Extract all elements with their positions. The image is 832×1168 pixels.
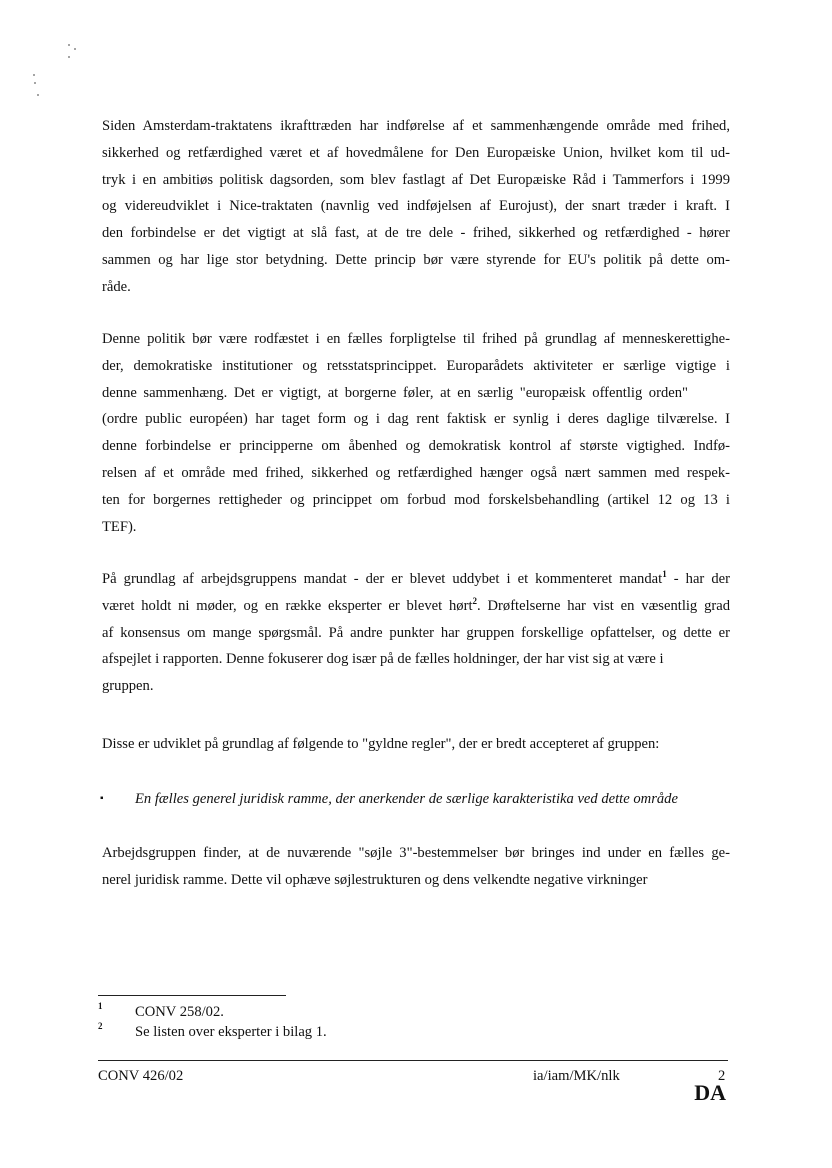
text-line: der, demokratiske institutioner og retsstatsprincippet. Europarådets aktiviteter er særlige vigtige i (102, 357, 730, 374)
text-line: tryk i en ambitiøs politisk dagsorden, som blev fastlagt af Det Europæiske Råd i Tammerfors i 1999 (102, 171, 730, 188)
text-line: Disse er udviklet på grundlag af følgende to "gyldne regler", der er bredt accepteret af gruppen: (102, 736, 660, 752)
footnote-number: 1 (98, 1001, 103, 1011)
scan-speck (68, 44, 70, 46)
text-line: Siden Amsterdam-traktatens ikrafttræden har indførelse af et sammenhængende område med frihed, (102, 118, 730, 134)
text-line: Arbejdsgruppen finder, at de nuværende "søjle 3"-bestemmelser bør bringes ind under en fælles ge- (102, 845, 730, 861)
scan-speck (68, 56, 70, 58)
scan-speck (37, 94, 39, 96)
paragraph-intro (102, 113, 730, 301)
scan-speck (74, 48, 76, 50)
scan-speck (34, 82, 36, 84)
text-line: sikkerhed og retfærdighed været et af hovedmålene for Den Europæiske Union, hvilket kom til ud- (102, 144, 730, 161)
footnote-ref[interactable]: 1 (662, 569, 667, 579)
text-line: Denne politik bør være rodfæstet i en fælles forpligtelse til frihed på grundlag af menneskerettighe- (102, 331, 730, 347)
footnote-text: Se listen over eksperter i bilag 1. (135, 1024, 327, 1040)
text-line: ten for borgernes rettigheder og princippet om forbud mod forskelsbehandling (artikel 12 og 13 i (102, 491, 730, 508)
paragraph-fundamental-rights (102, 326, 730, 540)
text-line: råde. (102, 278, 131, 295)
language-code: DA (694, 1080, 726, 1105)
page-number: 2 (718, 1068, 726, 1084)
text-line: nerel juridisk ramme. Dette vil ophæve søjlestrukturen og dens velkendte negative virkninger (102, 871, 648, 888)
text-line (102, 593, 730, 620)
scan-speck (33, 74, 35, 76)
text-line: gruppen. (102, 678, 154, 695)
footer-separator (98, 1060, 728, 1061)
paragraph-golden-rules (102, 731, 730, 758)
text-line: den forbindelse er det vigtigt at slå fast, at de tre dele - frihed, sikkerhed og retfærdighed - hører (102, 225, 730, 242)
text-line: sammen og har lige stor betydning. Dette princip bør være styrende for EU's politik på dette om- (102, 251, 730, 268)
footnote-number: 2 (98, 1021, 103, 1031)
text-line: denne forbindelse er principperne om åbenhed og demokratisk kontrol af største vigtighed. Indfø- (102, 438, 730, 455)
text-line: af konsensus om mange spørgsmål. På andre punkter har gruppen forskellige opfattelser, og dette er (102, 624, 730, 641)
footer-doc-ref: CONV 426/02 (98, 1068, 184, 1084)
paragraph-pillar-three (102, 840, 730, 894)
text-line: afspejlet i rapporten. Denne fokuserer dog især på de fælles holdninger, der har vist sig at være i (102, 651, 664, 668)
text-line: denne sammenhæng. Det er vigtigt, at borgerne føler, at en særlig "europæisk offentlig orden" (102, 384, 688, 401)
text-line: TEF). (102, 518, 137, 535)
footnote-ref[interactable]: 2 (472, 595, 478, 606)
footnote-separator (98, 995, 286, 996)
footer-initials: ia/iam/MK/nlk (533, 1068, 620, 1084)
text-run: - har der (666, 571, 730, 587)
text-run: været holdt ni møder, og en række eksperter er blevet hørt (102, 597, 473, 614)
paragraph-mandate (102, 566, 730, 700)
footnote-text: CONV 258/02. (135, 1004, 224, 1020)
bullet-text: En fælles generel juridisk ramme, der anerkender de særlige karakteristika ved dette område (135, 791, 678, 807)
text-line (102, 566, 730, 593)
text-line: og videreudviklet i Nice-traktaten (navnlig ved indføjelsen af Eurojust), der snart træder i kraft. I (102, 198, 730, 215)
text-line: relsen af et område med frihed, sikkerhed og retfærdighed hænger også nært sammen med respek- (102, 464, 730, 481)
text-line: (ordre public européen) har taget form og i dag rent faktisk er synlig i deres daglige tilværelse. I (102, 411, 730, 428)
bullet-square-icon: ▪ (100, 793, 104, 804)
text-run: På grundlag af arbejdsgruppens mandat - der er blevet uddybet i et kommenteret mandat (102, 571, 663, 587)
text-run: . Drøftelserne har vist en væsentlig grad (477, 597, 730, 614)
